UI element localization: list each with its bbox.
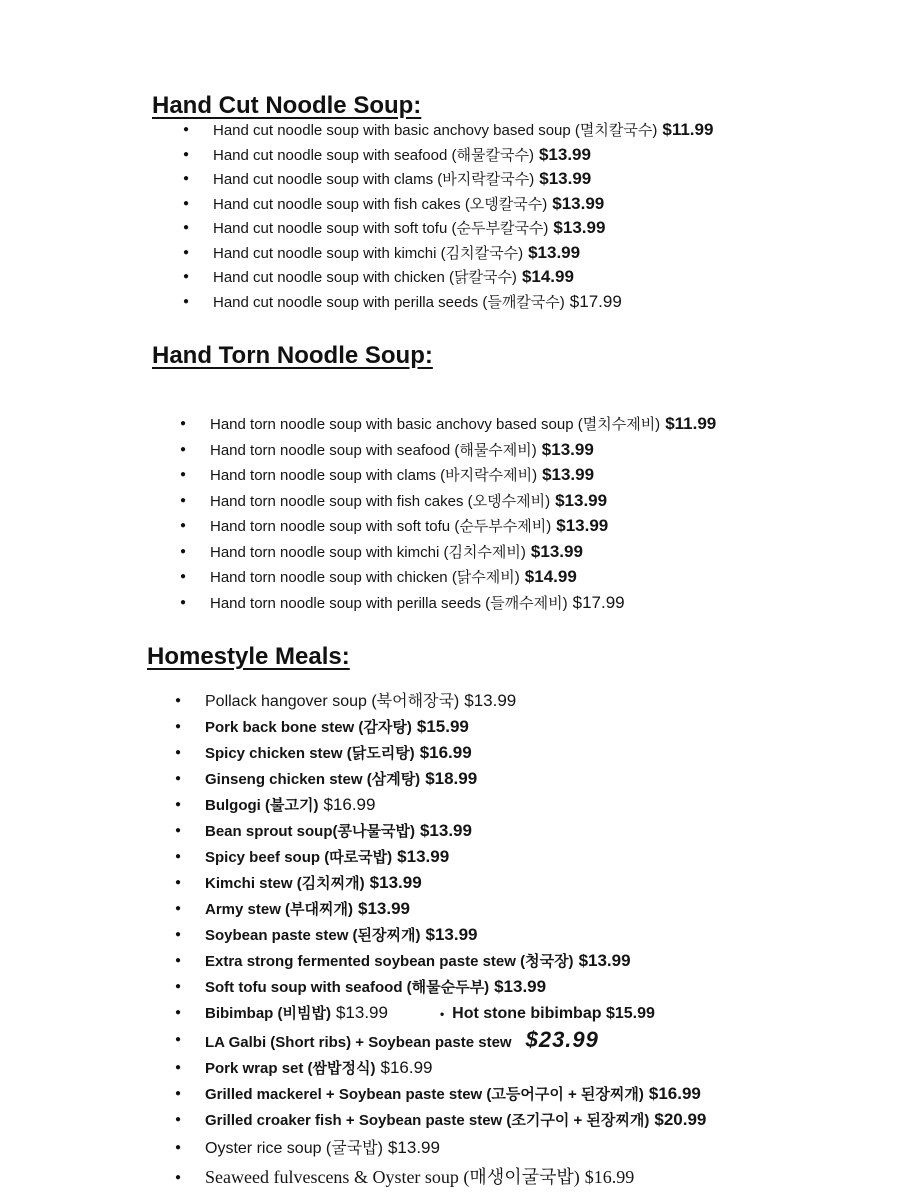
menu-list-homestyle bbox=[175, 688, 706, 1193]
list-item bbox=[175, 1027, 706, 1055]
item-name: Hand cut noodle soup with clams (바지락칼국수) bbox=[213, 171, 535, 188]
item-price: $13.99 bbox=[578, 951, 631, 970]
list-item bbox=[175, 766, 706, 792]
item-price: $13.99 bbox=[419, 821, 472, 840]
item-price: $11.99 bbox=[662, 120, 714, 139]
item-price: $13.99 bbox=[539, 169, 592, 188]
item-name: Soybean paste stew (된장찌개) bbox=[205, 927, 421, 944]
item-name: Hand cut noodle soup with basic anchovy based soup (멸치칼국수) bbox=[213, 122, 658, 139]
item-price: $14.99 bbox=[521, 267, 574, 286]
list-item bbox=[175, 1133, 706, 1163]
item-name: Hand torn noodle soup with soft tofu (순두부수제비) bbox=[210, 518, 552, 535]
item-name: Hand torn noodle soup with perilla seeds (들깨수제비) bbox=[210, 594, 568, 612]
item-price: $13.99 bbox=[494, 977, 547, 996]
item-price: $13.99 bbox=[357, 899, 410, 918]
list-item bbox=[183, 167, 713, 192]
item-name: Bibimbap (비빔밥) bbox=[205, 1005, 331, 1022]
item-price: $13.99 bbox=[397, 847, 450, 866]
item-price: $16.99 bbox=[584, 1167, 635, 1187]
item-name: Kimchi stew (김치찌개) bbox=[205, 875, 365, 892]
list-item bbox=[183, 192, 713, 217]
list-item bbox=[180, 463, 716, 489]
item-name: Hand cut noodle soup with soft tofu (순두부칼국수) bbox=[213, 220, 549, 237]
list-item bbox=[175, 896, 706, 922]
menu-list-hand-torn bbox=[180, 412, 716, 616]
item-price: $13.99 bbox=[335, 1003, 388, 1022]
list-item bbox=[180, 540, 716, 566]
list-item bbox=[180, 565, 716, 591]
hot-stone-bibimbap-note: • Hot stone bibimbap $15.99 bbox=[440, 1005, 655, 1022]
list-item bbox=[183, 216, 713, 241]
item-price: $13.99 bbox=[542, 465, 595, 484]
list-item bbox=[175, 818, 706, 844]
list-item bbox=[175, 740, 706, 766]
item-name: Pork wrap set (쌈밥정식) bbox=[205, 1060, 376, 1077]
item-price: $17.99 bbox=[572, 592, 625, 612]
item-price: $16.99 bbox=[648, 1084, 701, 1103]
item-price: $13.99 bbox=[538, 144, 591, 164]
item-name: Soft tofu soup with seafood (해물순두부) bbox=[205, 979, 490, 996]
item-name: Hand cut noodle soup with chicken (닭칼국수) bbox=[213, 269, 517, 286]
item-price: $13.99 bbox=[553, 218, 606, 237]
item-name: Hand torn noodle soup with chicken (닭수제비) bbox=[210, 569, 520, 586]
list-item bbox=[183, 265, 713, 290]
item-name: Seaweed fulvescens & Oyster soup (매생이굴국밥) bbox=[205, 1167, 580, 1187]
item-price: $17.99 bbox=[569, 291, 622, 311]
item-name: Hand cut noodle soup with perilla seeds (들깨칼국수) bbox=[213, 293, 565, 311]
item-price: $13.99 bbox=[464, 691, 517, 710]
item-price: $13.99 bbox=[425, 925, 478, 944]
list-item bbox=[180, 489, 716, 515]
list-item bbox=[175, 844, 706, 870]
item-name: Hand torn noodle soup with kimchi (김치수제비) bbox=[210, 543, 526, 561]
item-price: $13.99 bbox=[528, 242, 581, 262]
item-price: $13.99 bbox=[369, 873, 422, 892]
list-item bbox=[175, 1055, 706, 1081]
item-name: Oyster rice soup (굴국밥) bbox=[205, 1140, 383, 1157]
item-price: $13.99 bbox=[530, 541, 583, 561]
item-name: Spicy beef soup (따로국밥) bbox=[205, 849, 393, 866]
item-name: Extra strong fermented soybean paste stew (청국장) bbox=[205, 953, 574, 970]
item-name: Grilled croaker fish + Soybean paste stew (조기구이 + 된장찌개) bbox=[205, 1112, 650, 1129]
item-name: Pork back bone stew (감자탕) bbox=[205, 719, 412, 736]
item-price: $14.99 bbox=[524, 567, 577, 586]
list-item bbox=[175, 688, 706, 714]
section-heading-hand-torn: Hand Torn Noodle Soup: bbox=[152, 342, 433, 369]
list-item bbox=[175, 870, 706, 896]
item-name: Ginseng chicken stew (삼계탕) bbox=[205, 771, 421, 788]
item-price: $13.99 bbox=[552, 193, 605, 213]
list-item bbox=[175, 922, 706, 948]
item-price-handwritten: $23.99 bbox=[525, 1027, 599, 1052]
list-item bbox=[183, 143, 713, 168]
list-item bbox=[175, 1081, 706, 1107]
item-name: Hand cut noodle soup with seafood (해물칼국수) bbox=[213, 146, 534, 164]
list-item bbox=[175, 792, 706, 818]
item-price: $13.99 bbox=[541, 439, 594, 459]
item-name: Hand torn noodle soup with clams (바지락수제비) bbox=[210, 467, 538, 484]
item-price: $16.99 bbox=[323, 795, 376, 814]
item-price: $20.99 bbox=[654, 1110, 707, 1129]
item-name: Pollack hangover soup (북어해장국) bbox=[205, 693, 460, 710]
item-price: $16.99 bbox=[419, 743, 472, 762]
section-heading-homestyle: Homestyle Meals: bbox=[147, 643, 350, 670]
list-item bbox=[175, 1107, 706, 1133]
list-item bbox=[183, 118, 713, 143]
list-item bbox=[180, 438, 716, 464]
item-name: Hand cut noodle soup with fish cakes (오뎅칼국수) bbox=[213, 195, 548, 213]
item-name: Hand torn noodle soup with basic anchovy based soup (멸치수제비) bbox=[210, 416, 661, 433]
list-item bbox=[180, 412, 716, 438]
section-heading-hand-cut: Hand Cut Noodle Soup: bbox=[152, 92, 422, 119]
item-name: LA Galbi (Short ribs) + Soybean paste stew bbox=[205, 1034, 512, 1051]
item-name: Hand torn noodle soup with seafood (해물수제비) bbox=[210, 441, 537, 459]
item-name: Hand torn noodle soup with fish cakes (오뎅수제비) bbox=[210, 492, 551, 510]
list-item bbox=[175, 948, 706, 974]
item-price: $15.99 bbox=[416, 717, 469, 736]
item-price: $13.99 bbox=[556, 516, 609, 535]
list-item bbox=[175, 714, 706, 740]
item-price: $16.99 bbox=[380, 1058, 433, 1077]
item-price: $18.99 bbox=[425, 769, 478, 788]
list-item bbox=[175, 1163, 706, 1193]
item-price: $13.99 bbox=[555, 490, 608, 510]
list-item bbox=[183, 241, 713, 266]
item-name: Grilled mackerel + Soybean paste stew (고등어구이 + 된장찌개) bbox=[205, 1086, 644, 1103]
item-name: Hand cut noodle soup with kimchi (김치칼국수) bbox=[213, 244, 524, 262]
list-item bbox=[175, 974, 706, 1000]
item-name: Bulgogi (불고기) bbox=[205, 797, 319, 814]
item-price: $13.99 bbox=[387, 1138, 440, 1157]
item-name: Bean sprout soup(콩나물국밥) bbox=[205, 823, 415, 840]
list-item bbox=[175, 1000, 706, 1027]
list-item bbox=[183, 290, 713, 315]
list-item bbox=[180, 514, 716, 540]
menu-list-hand-cut bbox=[183, 118, 713, 314]
item-name: Army stew (부대찌개) bbox=[205, 901, 353, 918]
item-price: $11.99 bbox=[665, 414, 717, 433]
item-name: Spicy chicken stew (닭도리탕) bbox=[205, 745, 415, 762]
list-item bbox=[180, 591, 716, 617]
